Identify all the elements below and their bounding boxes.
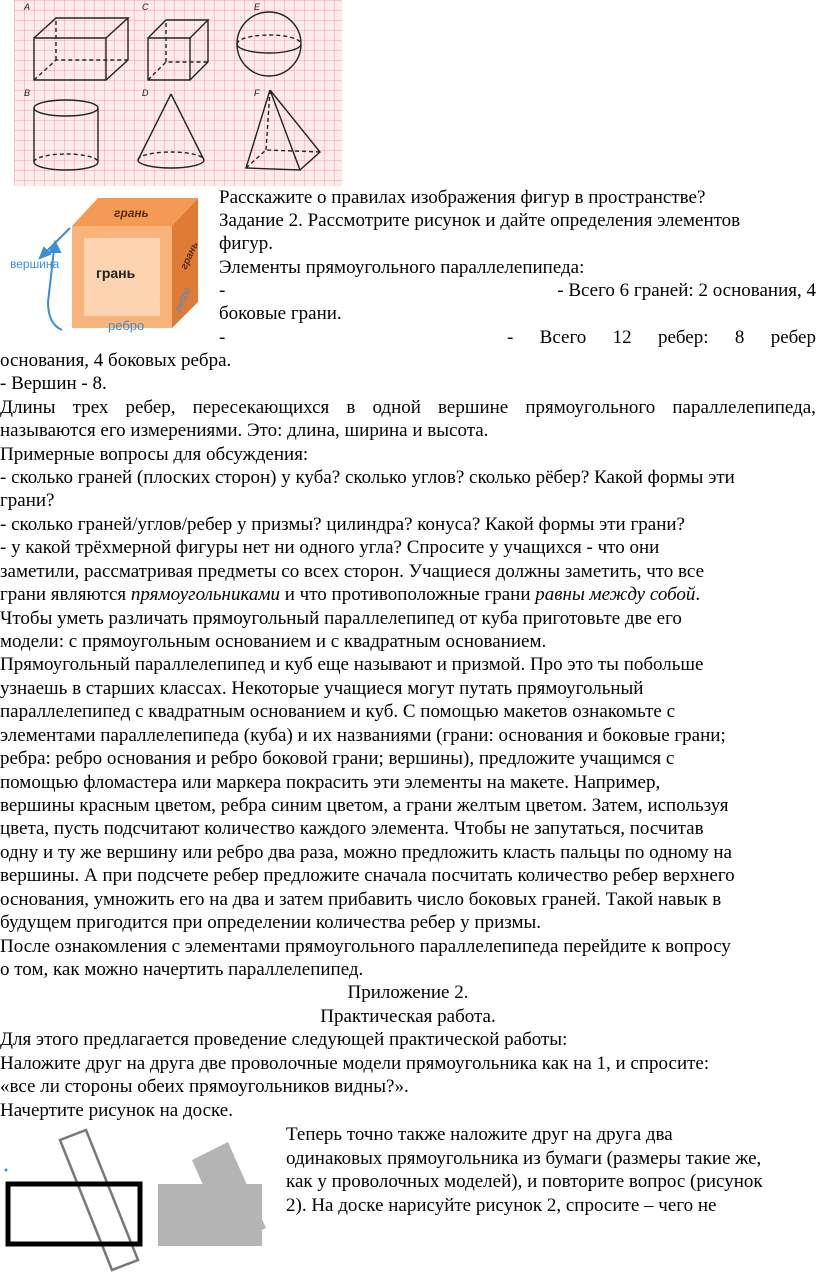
vertex-label: вершина: [10, 257, 60, 271]
practical-work-title: Практическая работа.: [320, 1006, 496, 1027]
text-line-42: одинаковых прямоугольника из бумаги (размеры такие же,: [286, 1148, 762, 1169]
text-line-23: параллелепипед с квадратным основанием и куб. С помощью макетов ознакомьте с: [0, 701, 676, 722]
text-line-26: помощью фломастера или маркера покрасить эти элементы на макете. Например,: [0, 772, 661, 793]
wire-rectangles: [8, 1130, 140, 1270]
text-line-10: Длины трех ребер, пересекающихся в одной вершине прямоугольного параллелепипеда,: [0, 397, 816, 418]
text-line-25: ребра: ребро основания и ребро боковой грани; вершины), предложите учащимся с: [0, 748, 675, 769]
front-face-label: грань: [96, 265, 136, 281]
text-line-3: фигур.: [219, 233, 274, 254]
text-line-41: Теперь точно также наложите друг на друга два: [286, 1124, 673, 1145]
text-line-21: Прямоугольный параллелепипед и куб еще называют и призмой. Про это ты побольше: [0, 654, 704, 675]
text-line-16: - у какой трёхмерной фигуры нет ни одного угла? Спросите у учащихся - что они: [0, 537, 660, 558]
text-line-24: элементами параллелепипеда (куба) и их названиями (грани: основания и боковые грани;: [0, 725, 726, 746]
text-line-11: называются его измерениями. Это: длина, ширина и высота.: [0, 420, 489, 441]
text-line-29: одну и ту же вершину или ребро два раза, можно предложить класть пальцы по одному на: [0, 842, 732, 863]
text-line-28: цвета, пусть подсчитают количество каждого элемента. Чтобы не запутаться, посчитав: [0, 818, 704, 839]
label-f: F: [254, 88, 260, 98]
top-face-label: грань: [114, 206, 149, 220]
text-line-8: основания, 4 боковых ребра.: [0, 350, 232, 371]
text-line-37: Для этого предлагается проведение следующей практической работы:: [0, 1029, 568, 1050]
text-line-19: Чтобы уметь различать прямоугольный параллелепипед от куба приготовьте две его: [0, 608, 682, 629]
text-line-31: основания, умножить его на два и затем прибавить число боковых граней. Такой навык в: [0, 889, 722, 910]
text-line-33: После ознакомления с элементами прямоугольного параллелепипеда перейдите к вопросу: [0, 936, 731, 957]
text-line-20: модели: с прямоугольным основанием и с квадратным основанием.: [0, 631, 547, 652]
label-c: C: [142, 2, 149, 12]
text-line-44: 2). На доске нарисуйте рисунок 2, спросите – чего не: [286, 1195, 717, 1216]
text-line-4: Элементы прямоугольного параллелепипеда:: [219, 257, 585, 278]
side-face-label: грань: [178, 240, 201, 272]
text-line-27: вершины красным цветом, ребра синим цветом, а грани желтым цветом. Затем, используя: [0, 795, 729, 816]
text-line-40: Начертите рисунок на доске.: [0, 1100, 233, 1121]
label-e: E: [254, 2, 261, 12]
rectangles-figure: [0, 1120, 280, 1276]
text-line-32: будущем пригодится при определении количества ребер у призмы.: [0, 912, 542, 933]
text-line-1: Расскажите о правилах изображения фигур в пространстве?: [219, 187, 706, 208]
text-line-2: Задание 2. Рассмотрите рисунок и дайте определения элементов: [219, 210, 741, 231]
text-line-17: заметили, рассматривая предметы со всех сторон. Учащиеся должны заметить, что все: [0, 561, 705, 582]
appendix-title: Приложение 2.: [347, 982, 469, 1003]
text-line-12: Примерные вопросы для обсуждения:: [0, 444, 309, 465]
text-line-30: вершины. А при подсчете ребер предложите сначала посчитать количество ребер верхнего: [0, 865, 735, 886]
text-line-6: боковые грани.: [219, 303, 342, 324]
label-d: D: [142, 88, 149, 98]
cube-figure: [4, 190, 212, 340]
paper-rectangles: [158, 1142, 266, 1246]
text-line-13: - сколько граней (плоских сторон) у куба? сколько углов? сколько рёбер? Какой формы эти: [0, 467, 735, 488]
text-line-15: - сколько граней/углов/ребер у призмы? цилиндра? конуса? Какой формы эти грани?: [0, 514, 685, 535]
text-line-22: узнаешь в старших классах. Некоторые учащиеся могут путать прямоугольный: [0, 678, 644, 699]
edge-label: ребро: [108, 318, 145, 333]
text-line-38: Наложите друг на друга две проволочные модели прямоугольника как на 1, и спросите:: [0, 1053, 710, 1074]
text-line-39: «все ли стороны обеих прямоугольников видны?».: [0, 1076, 409, 1097]
grid-lines: [14, 0, 342, 186]
text-line-18: грани являются прямоугольниками и что противоположные грани равны между собой.: [0, 584, 701, 605]
text-line-34: о том, как можно начертить параллелепипед.: [0, 959, 364, 980]
svg-text:ребро: ребро: [172, 285, 193, 313]
label-a: A: [24, 2, 31, 12]
label-b: B: [24, 88, 31, 98]
text-line-43: как у проволочных моделей), и повторите вопрос (рисунок: [286, 1171, 763, 1192]
text-line-14: грани?: [0, 490, 55, 511]
text-line-9: - Вершин - 8.: [0, 373, 107, 394]
shapes-figure: [14, 0, 342, 186]
